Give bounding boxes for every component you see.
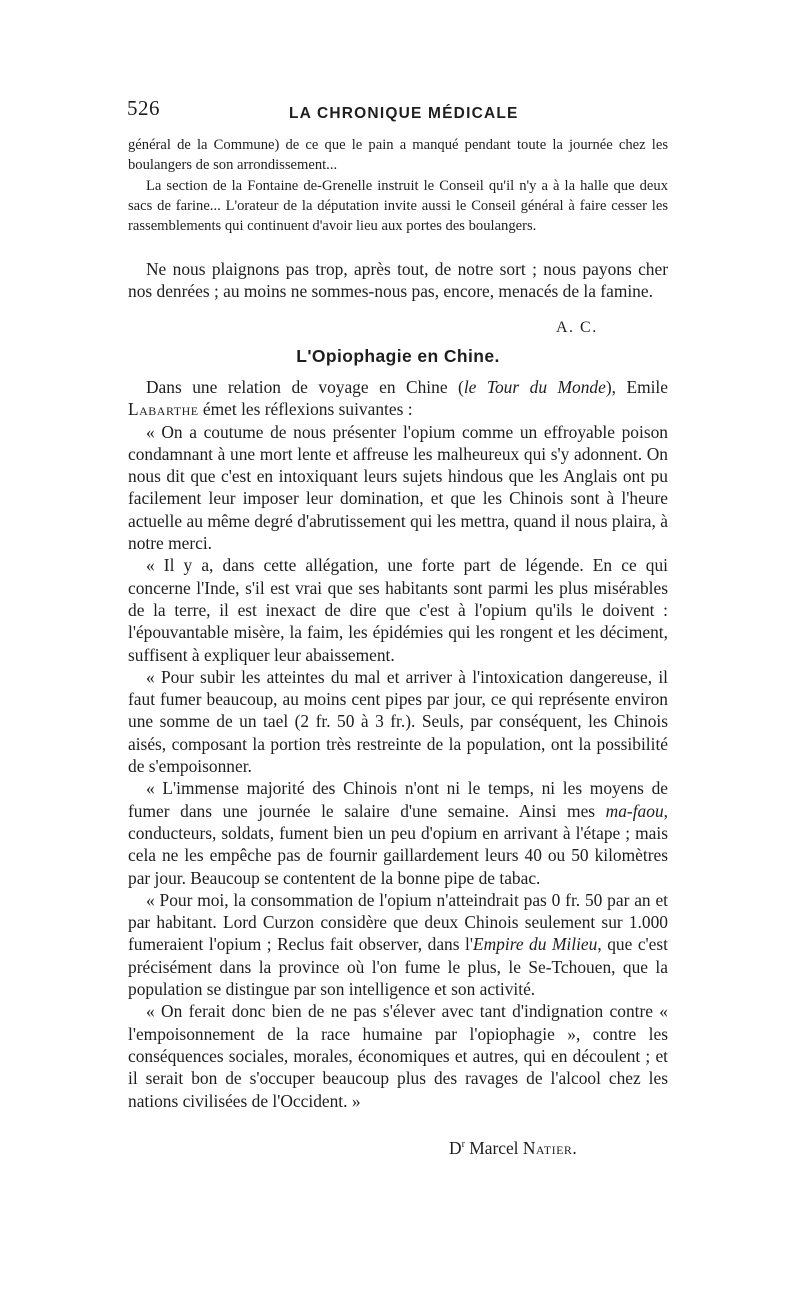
continuation-paragraph-2: La section de la Fontaine de-Grenelle instruit le Conseil qu'il n'y a à la halle que deux sacs de farine... L'orateur de la députation invite aussi le Conseil général à faire cesser les rassemblements qui continuent d'avoir lieu aux portes des boulangers.	[128, 177, 668, 235]
p4-text-before: « L'immense majorité des Chinois n'ont ni le temps, ni les moyens de fumer dans une journée le salaire d'une semaine. Ainsi mes	[128, 778, 668, 821]
intro-source: le Tour du Monde	[463, 377, 606, 397]
intro-text-end: émet les réflexions suivantes :	[198, 399, 413, 420]
intro-author: Labarthe	[128, 399, 199, 420]
article-paragraph-6: « On ferait donc bien de ne pas s'élever avec tant d'indignation contre « l'empoisonnement de la race humaine par l'opiophagie », contre les conséquences sociales, morales, économiques et autres, qui en découlent ; et il serait bon de s'occuper beaucoup plus des ravages de l'alcool chez les nations civilisées de l'Occident. »	[128, 1001, 668, 1111]
p5-text-after: , que c'est précisément dans la province où l'on fume le plus, le Se-Tchouen, que la population se distingue par son intelligence et son activité.	[128, 934, 668, 1000]
p5-text-before: « Pour moi, la consommation de l'opium n'atteindrait pas 0 fr. 50 par an et par habitant. Lord Curzon considère que deux Chinois seulement sur 1.000 fumeraient l'opium ; Reclus fait observer, dans l'	[128, 889, 668, 955]
p4-text-after: , conducteurs, soldats, fument bien un peu d'opium en arrivant à l'étape ; mais cela ne les empêche pas de fournir gaillardement leurs 40 ou 50 kilomètres par jour. Beaucoup se contentent de la bonne pipe de tabac.	[128, 800, 668, 888]
closing-initials: A. C.	[556, 319, 598, 336]
article-paragraph-3: « Pour subir les atteintes du mal et arriver à l'intoxication dangereuse, il faut fumer beaucoup, au moins cent pipes par jour, ce qui représente environ une somme de un tael (2 fr. 50 à 3 fr.). Seuls, par conséquent, les Chinois aisés, composant la portion très restreinte de la population, ont la possibilité de s'empoisonner.	[128, 666, 668, 777]
signature-name: Marcel	[469, 1138, 523, 1158]
article-paragraph-1: « On a coutume de nous présenter l'opium comme un effroyable poison condamnant à une mort lente et affreuse les malheureux qui s'y adonnent. On nous dit que c'est en intoxiquant leurs sujets hindous que les Anglais ont pu facilement leur imposer leur domination, et que les Chinois sont à l'heure actuelle au même degré d'abrutissement qui les mettra, quand il nous plaira, à notre merci.	[128, 421, 668, 554]
article-paragraph-5	[128, 889, 668, 1000]
article-body	[128, 376, 668, 1112]
p4-italic: ma-faou	[605, 800, 664, 821]
signature-prefix: D	[449, 1138, 462, 1158]
article-paragraph-4	[128, 777, 668, 888]
intro-text-after: ), Emile	[605, 377, 668, 397]
continuation-block	[128, 135, 668, 236]
signature-prefix-sup: r	[461, 1139, 465, 1150]
article-title: L'Opiophagie en Chine.	[296, 346, 500, 366]
signature	[449, 1138, 577, 1159]
continuation-paragraph-1: général de la Commune) de ce que le pain a manqué pendant toute la journée chez les boulangers de son arrondissement...	[128, 137, 668, 174]
closing-paragraph: Ne nous plaignons pas trop, après tout, de notre sort ; nous payons cher nos denrées ; au moins ne sommes-nous pas, encore, menacés de la famine.	[128, 259, 668, 302]
intro-text-before: Dans une relation de voyage en Chine (	[146, 377, 464, 397]
running-title: LA CHRONIQUE MÉDICALE	[289, 105, 519, 122]
signature-surname: Natier	[522, 1138, 573, 1158]
closing-block	[128, 258, 668, 303]
p5-italic: Empire du Milieu	[472, 934, 598, 955]
article-paragraph-2: « Il y a, dans cette allégation, une forte part de légende. En ce qui concerne l'Inde, s'il est vrai que ses habitants sont parmi les plus misérables de la terre, il est inexact de dire que c'est à l'opium qu'ils le doivent : l'épouvantable misère, la faim, les épidémies qui les rongent et les déciment, suffisent à expliquer leur abaissement.	[128, 555, 668, 665]
page-header	[127, 96, 669, 128]
signature-end: .	[572, 1138, 577, 1158]
page-number: 526	[127, 96, 160, 120]
article-intro	[128, 376, 668, 421]
